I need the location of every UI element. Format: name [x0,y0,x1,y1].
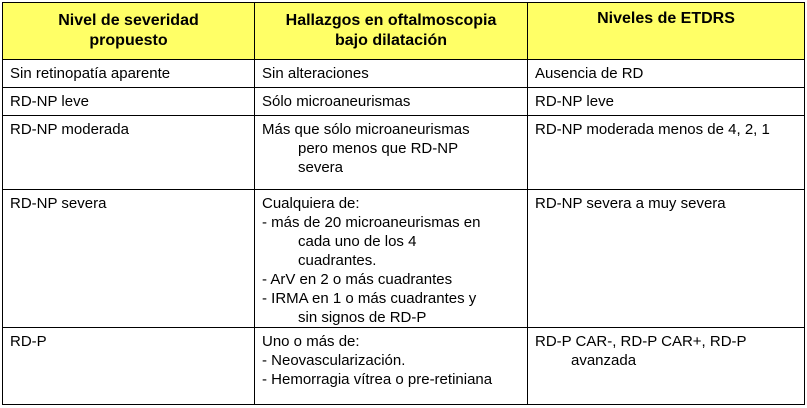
cell-findings: Sólo microaneurismas [255,88,528,116]
cell-etdrs: RD-P CAR-, RD-P CAR+, RD-P avanzada [528,328,805,405]
cell-findings: Uno o más de: - Neovascularización. - Hemorragia vítrea o pre-retiniana [255,328,528,405]
cell-etdrs: RD-NP moderada menos de 4, 2, 1 [528,116,805,190]
table-row [3,60,805,88]
cell-level: RD-P [3,328,255,405]
table-row [3,190,805,328]
cell-level: RD-NP leve [3,88,255,116]
table-row [3,88,805,116]
table-row [3,328,805,405]
header-ophthalmoscopy-findings: Hallazgos en oftalmoscopia bajo dilatación [255,3,528,60]
header-severity-level: Nivel de severidad propuesto [3,3,255,60]
cell-findings: Más que sólo microaneurismas pero menos que RD-NP severa [255,116,528,190]
cell-level: Sin retinopatía aparente [3,60,255,88]
header-etdrs-levels: Niveles de ETDRS [528,3,805,60]
table-row [3,116,805,190]
cell-findings: Cualquiera de: - más de 20 microaneurismas en cada uno de los 4 cuadrantes. - ArV en 2 o más cuadrantes - IRMA en 1 o más cuadrantes y sin signos de RD-P [255,190,528,328]
retinopathy-classification-table [2,2,805,405]
cell-etdrs: RD-NP severa a muy severa [528,190,805,328]
cell-level: RD-NP severa [3,190,255,328]
cell-etdrs: Ausencia de RD [528,60,805,88]
cell-level: RD-NP moderada [3,116,255,190]
cell-findings: Sin alteraciones [255,60,528,88]
header-row [3,3,805,60]
cell-etdrs: RD-NP leve [528,88,805,116]
